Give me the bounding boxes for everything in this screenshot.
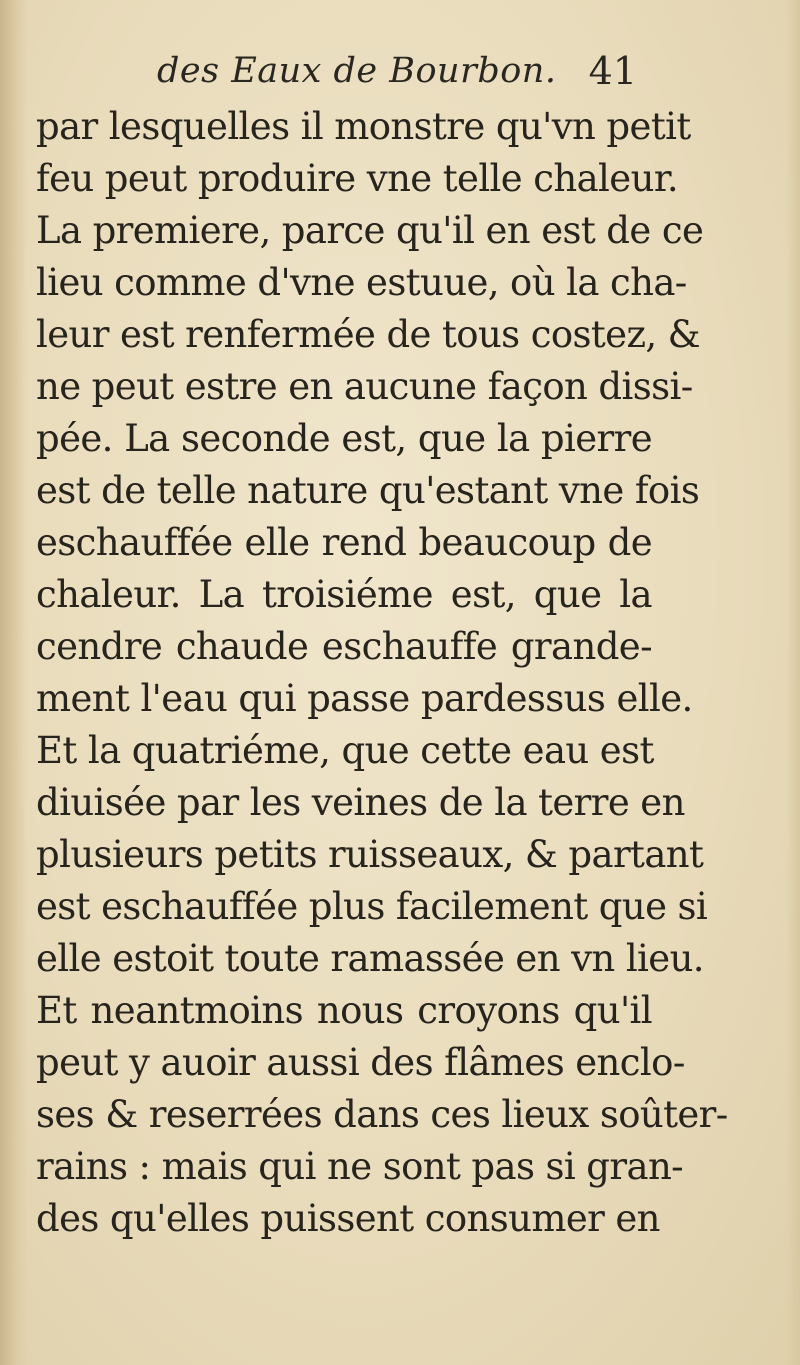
text-line-13: Et la quatriéme, que cette eau est [36, 729, 654, 772]
text-line-8: est de telle nature qu'estant vne fois [36, 469, 700, 512]
running-head [157, 47, 637, 101]
text-line-14: diuisée par les veines de la terre en [36, 781, 685, 824]
running-head-title: des Eaux de Bourbon. [157, 51, 557, 91]
text-line-21: rains : mais qui ne sont pas si gran- [36, 1145, 684, 1188]
text-line-15: plusieurs petits ruisseaux, & partant [36, 833, 704, 876]
text-line-9: eschauffée elle rend beaucoup de [36, 521, 652, 564]
text-line-6: ne peut estre en aucune façon dissi- [36, 365, 693, 408]
text-line-17: elle estoit toute ramassée en vn lieu. [36, 937, 704, 980]
text-line-12: ment l'eau qui passe pardessus elle. [36, 677, 693, 720]
text-line-5: leur est renfermée de tous costez, & [36, 313, 701, 356]
text-line-16: est eschauffée plus facilement que si [36, 885, 708, 928]
text-line-7: pée. La seconde est, que la pierre [36, 417, 652, 460]
text-line-11: cendre chaude eschauffe grande- [36, 625, 652, 668]
text-line-20: ses & reserrées dans ces lieux soûter- [36, 1093, 728, 1136]
text-line-18: Et neantmoins nous croyons qu'il [36, 989, 652, 1032]
text-line-10: chaleur. La troisiéme est, que la [36, 573, 652, 616]
text-line-19: peut y auoir aussi des flâmes enclo- [36, 1041, 685, 1084]
text-line-4: lieu comme d'vne estuue, où la cha- [36, 261, 687, 304]
text-line-1: par lesquelles il monstre qu'vn petit [36, 105, 691, 148]
page-edge-shadow [786, 0, 800, 1365]
body-text [36, 100, 728, 1250]
text-line-3: La premiere, parce qu'il en est de ce [36, 209, 704, 252]
page-gutter-shadow [0, 0, 28, 1365]
page-number: 41 [588, 49, 637, 93]
text-line-22: des qu'elles puissent consumer en [36, 1197, 660, 1240]
text-line-2: feu peut produire vne telle chaleur. [36, 157, 678, 200]
